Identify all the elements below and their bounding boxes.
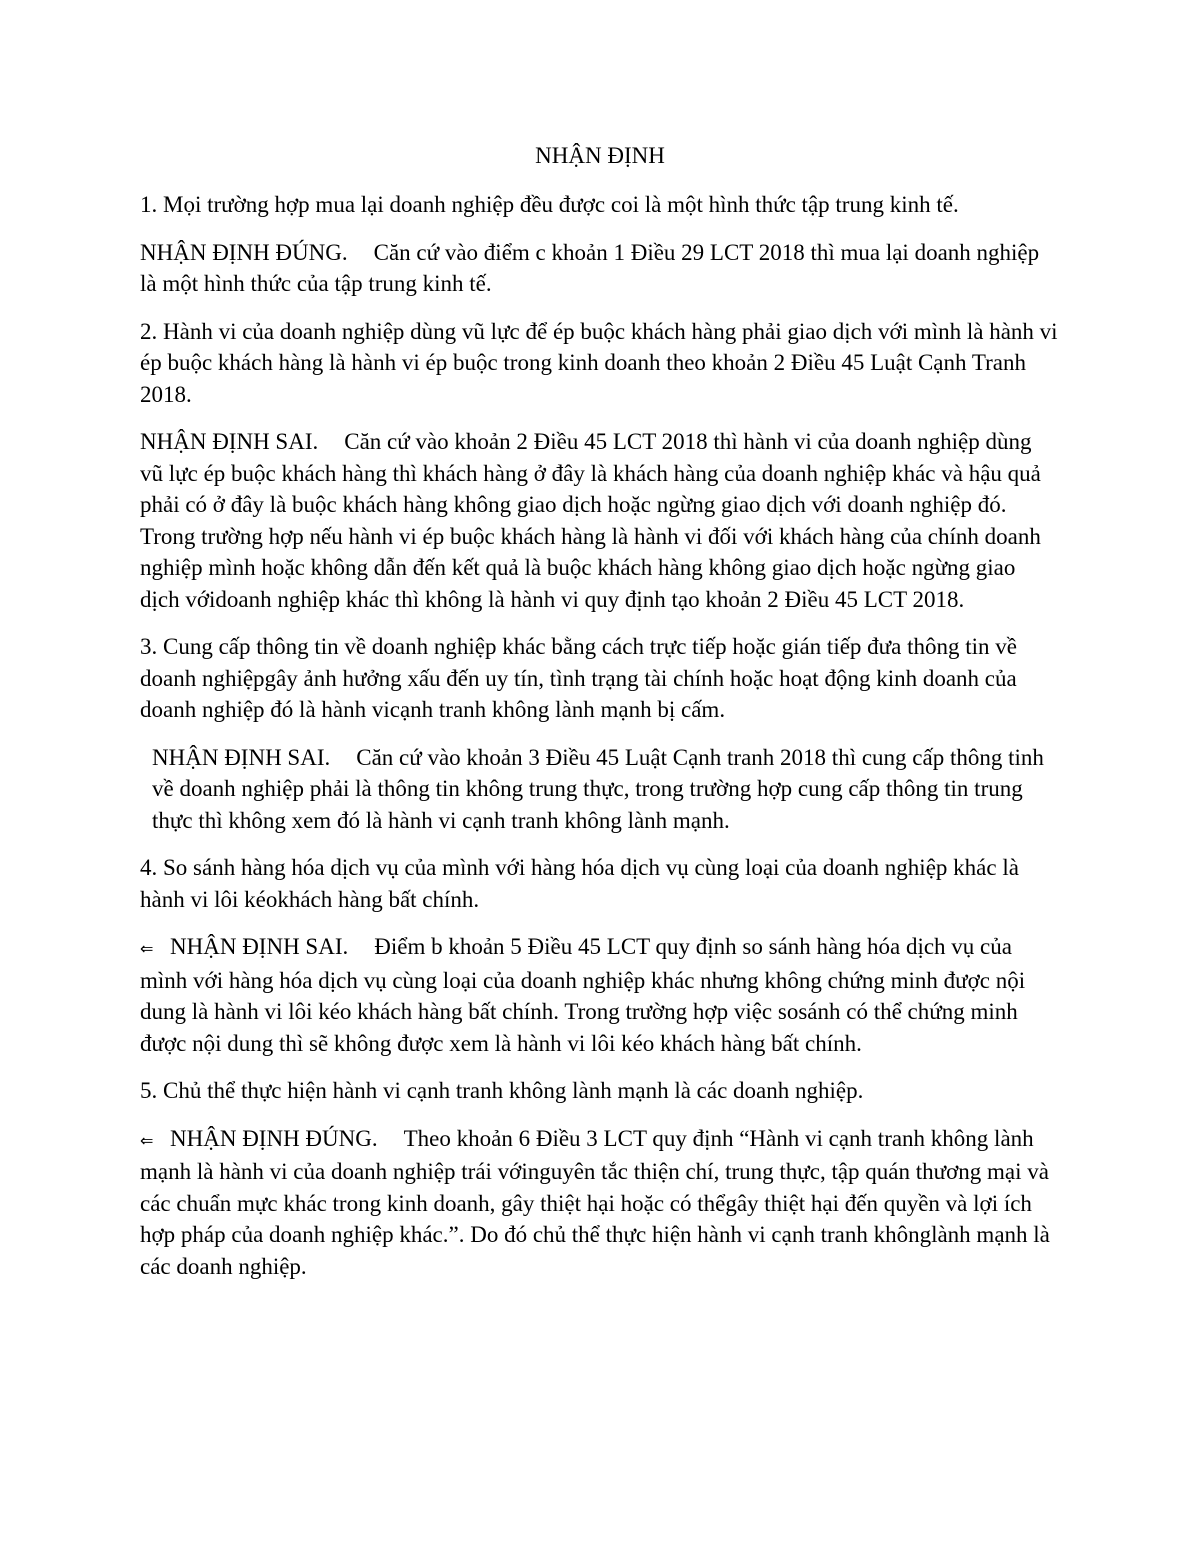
answer-2 [140,426,1060,615]
arrow-bullet-icon: ⇐ [140,939,154,958]
statement-5: 5. Chủ thể thực hiện hành vi cạnh tranh không lành mạnh là các doanh nghiệp. [140,1078,864,1103]
verdict-4: NHẬN ĐỊNH SAI. [170,934,349,959]
verdict-3: NHẬN ĐỊNH SAI. [152,744,331,770]
verdict-5: NHẬN ĐỊNH ĐÚNG. [170,1125,378,1151]
answer-4 [140,931,1060,1059]
answer-5 [140,1123,1060,1283]
explanation-4: Điểm b khoản 5 Điều 45 LCT quy định so sánh hàng hóa dịch vụ của mình với hàng hóa dịch vụ cùng loại của doanh nghiệp khác nhưng không chứng minh được nội dung là hành vi lôi kéo khách hàng bất chính. Trong trường hợp việc sosánh có thể chứng minh được nội dung thì sẽ không được xem là hành vi lôi kéo khách hàng bất chính. [140,934,1026,1056]
answer-3 [140,742,1060,837]
arrow-bullet-icon: ⇐ [140,1130,154,1150]
statement-3: 3. Cung cấp thông tin về doanh nghiệp khác bằng cách trực tiếp hoặc gián tiếp đưa thông tin về doanh nghiệpgây ảnh hưởng xấu đến uy tín, tình trạng tài chính hoặc hoạt động kinh doanh của doanh nghiệp đó là hành vicạnh tranh không lành mạnh bị cấm. [140,634,1017,722]
verdict-1: NHẬN ĐỊNH ĐÚNG. [140,239,348,265]
document-page [140,140,1060,1298]
statement-2: 2. Hành vi của doanh nghiệp dùng vũ lực để ép buộc khách hàng phải giao dịch với mình là hành vi ép buộc khách hàng là hành vi ép buộc trong kinh doanh theo khoản 2 Điều 45 Luật Cạnh Tranh 2018. [140,318,1058,407]
statement-4: 4. So sánh hàng hóa dịch vụ của mình với hàng hóa dịch vụ cùng loại của doanh nghiệp khác là hành vi lôi kéokhách hàng bất chính. [140,855,1019,912]
statement-1: 1. Mọi trường hợp mua lại doanh nghiệp đều được coi là một hình thức tập trung kinh tế. [140,192,959,217]
answer-1 [140,237,1060,300]
verdict-2: NHẬN ĐỊNH SAI. [140,429,319,454]
document-title: NHẬN ĐỊNH [535,143,665,168]
explanation-5: Theo khoản 6 Điều 3 LCT quy định “Hành vi cạnh tranh không lành mạnh là hành vi của doanh nghiệp trái vớinguyên tắc thiện chí, trung thực, tập quán thương mại và các chuẩn mực khác trong kinh doanh, gây thiệt hại hoặc có thểgây thiệt hại đến quyền và lợi ích hợp pháp của doanh nghiệp khác.”. Do đó chủ thể thực hiện hành vi cạnh tranh khônglành mạnh là các doanh nghiệp. [140,1125,1050,1279]
explanation-3: Căn cứ vào khoản 3 Điều 45 Luật Cạnh tranh 2018 thì cung cấp thông tinh về doanh nghiệp phải là thông tin không trung thực, trong trường hợp cung cấp thông tin trung thực thì không xem đó là hành vi cạnh tranh không lành mạnh. [152,744,1044,833]
explanation-1: Căn cứ vào điểm c khoản 1 Điều 29 LCT 2018 thì mua lại doanh nghiệp là một hình thức của tập trung kinh tế. [140,239,1040,296]
explanation-2: Căn cứ vào khoản 2 Điều 45 LCT 2018 thì hành vi của doanh nghiệp dùng vũ lực ép buộc khách hàng thì khách hàng ở đây là khách hàng của doanh nghiệp khác và hậu quả phải có ở đây là buộc khách hàng không giao dịch hoặc ngừng giao dịch với doanh nghiệp đó. Trong trường hợp nếu hành vi ép buộc khách hàng là hành vi đối với khách hàng của chính doanh nghiệp mình hoặc không dẫn đến kết quả là buộc khách hàng không giao dịch hoặc ngừng giao dịch vớidoanh nghiệp khác thì không là hành vi quy định tạo khoản 2 Điều 45 LCT 2018. [140,429,1041,612]
